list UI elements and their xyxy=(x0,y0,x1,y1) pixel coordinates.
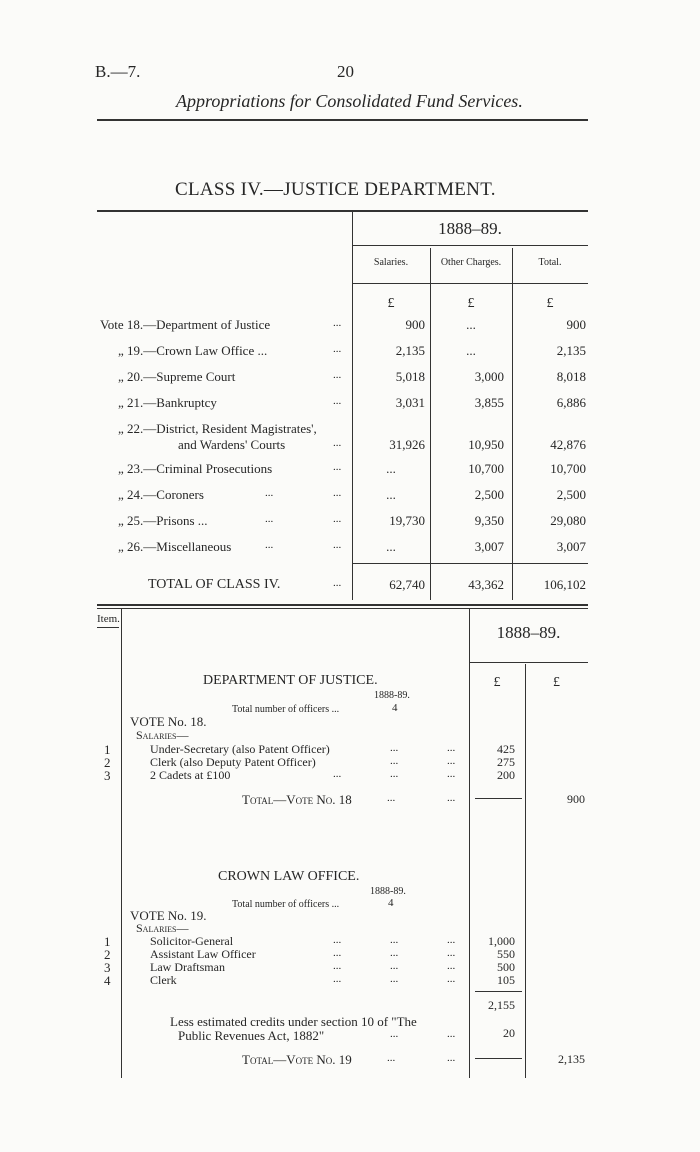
col-salaries-header: Salaries. xyxy=(373,257,409,268)
officers-label: Total number of officers ... xyxy=(232,704,340,715)
summary-total-label: TOTAL OF CLASS IV. xyxy=(148,577,281,592)
page-number: 20 xyxy=(337,62,354,81)
section-year: 1888-89. xyxy=(374,690,410,701)
salaries-heading: Salaries— xyxy=(136,921,189,935)
vote-total-label: Total—Vote No. 18 xyxy=(242,792,352,807)
section-title: DEPARTMENT OF JUSTICE. xyxy=(203,673,378,688)
officers-count: 4 xyxy=(392,702,398,714)
credits-note: Less estimated credits under section 10 of "The xyxy=(170,1014,417,1029)
section-title: CROWN LAW OFFICE. xyxy=(218,869,360,884)
vote-heading: VOTE No. 19. xyxy=(130,908,207,923)
credits-note-continued: Public Revenues Act, 1882" xyxy=(178,1028,325,1043)
class-title: CLASS IV.—JUSTICE DEPARTMENT. xyxy=(175,179,496,200)
col-other-charges-header: Other Charges. xyxy=(440,257,502,268)
credits-amount: 20 xyxy=(503,1026,515,1040)
vote-total-amount: 2,135 xyxy=(558,1052,585,1066)
vote-total-amount: 900 xyxy=(567,792,585,806)
document-reference: B.—7. xyxy=(95,62,141,81)
vote-total-label: Total—Vote No. 19 xyxy=(242,1052,352,1067)
currency-mark: £ xyxy=(553,675,560,690)
col-total-header: Total. xyxy=(538,257,562,268)
officers-label: Total number of officers ... xyxy=(232,899,340,910)
header-rule xyxy=(97,119,588,121)
section-year: 1888-89. xyxy=(370,886,406,897)
currency-mark: £ xyxy=(387,296,395,311)
summary-year: 1888–89. xyxy=(438,219,502,238)
vote-heading: VOTE No. 18. xyxy=(130,714,207,729)
currency-mark: £ xyxy=(546,296,554,311)
detail-year: 1888–89. xyxy=(496,623,561,642)
subtotal-amount: 2,155 xyxy=(488,998,515,1012)
officers-count: 4 xyxy=(388,897,394,909)
running-title: Appropriations for Consolidated Fund Services. xyxy=(176,91,523,111)
currency-mark: £ xyxy=(493,675,501,690)
item-column-header: Item. xyxy=(97,613,120,625)
currency-mark: £ xyxy=(467,296,475,311)
salaries-heading: Salaries— xyxy=(136,728,189,742)
